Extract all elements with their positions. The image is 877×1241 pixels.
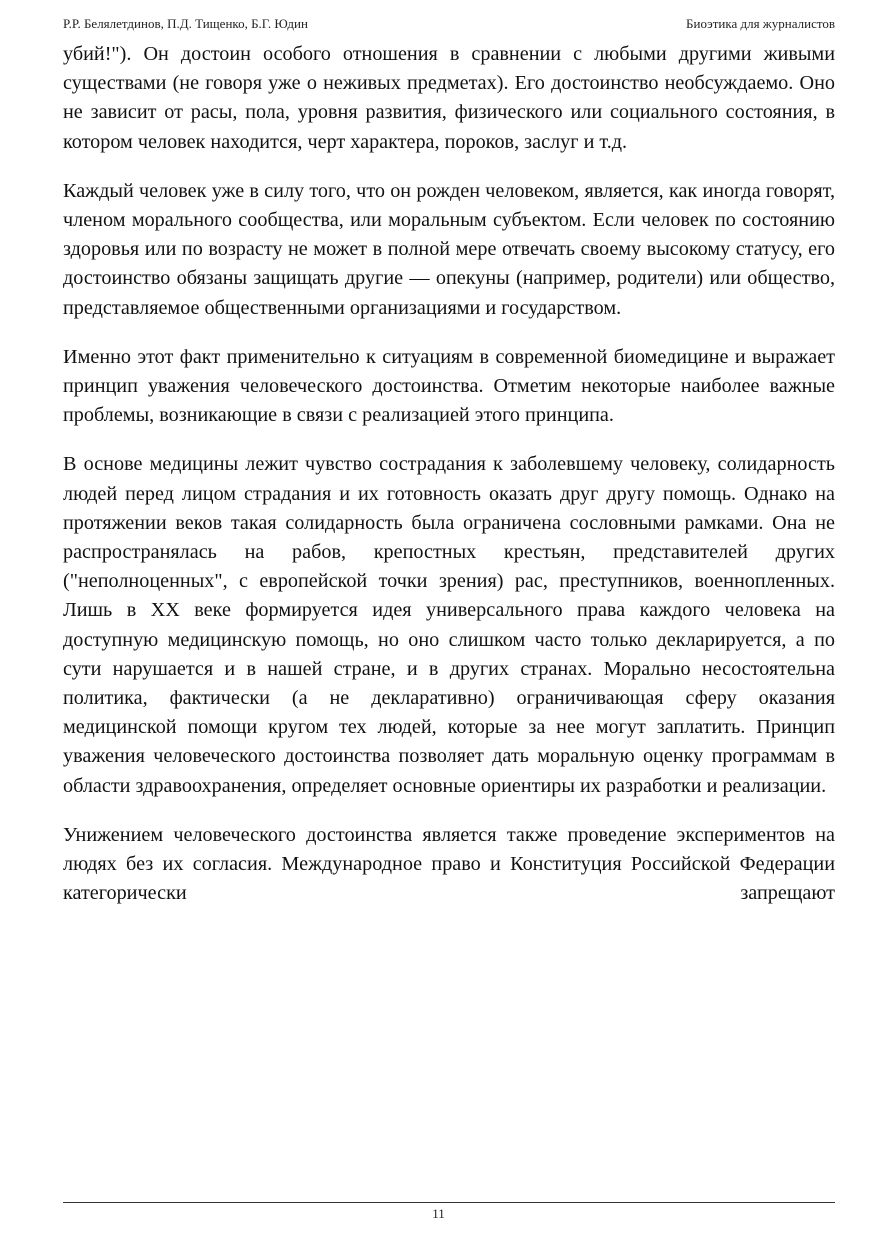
paragraph-1: убий!"). Он достоин особого отношения в сравнении с любыми другими живыми существами (не говоря уже о неживых предметах). Его достоинство необсуждаемо. Оно не зависит от расы, пола, уровня развития, физического или социального состояния, в котором человек находится, черт характера, пороков, заслуг и т.д. — [63, 43, 835, 153]
paragraph-4: В основе медицины лежит чувство сострадания к заболевшему человеку, солидарность людей перед лицом страдания и их готовность оказать друг другу помощь. Однако на протяжении веков такая солидарность была ограничена сословными рамками. Она не распространялась на рабов, крепостных крестьян, представителей других ("неполноценных", с европейской точки зрения) рас, преступников, военнопленных. Лишь в XX веке формируется идея универсального права каждого человека на доступную медицинскую помощь, но оно слишком часто только декларируется, а по сути нарушается и в нашей стране, и в других странах. Морально несостоятельна политика, фактически (а не декларативно) ограничивающая сферу оказания медицинской помощи кругом тех людей, которые за нее могут заплатить. Принцип уважения человеческого достоинства позволяет дать моральную оценку программам в области здравоохранения, определяет основные ориентиры их разработки и реализации. — [63, 453, 835, 797]
running-header — [63, 14, 835, 34]
header-authors: Р.Р. Белялетдинов, П.Д. Тищенко, Б.Г. Юдин — [63, 16, 308, 31]
paragraph-5: Унижением человеческого достоинства является также проведение экспериментов на людях без их согласия. Международное право и Конституция Российской Федерации категорически запрещают — [63, 823, 835, 905]
page-number: 11 — [432, 1206, 445, 1221]
paragraph-3: Именно этот факт применительно к ситуациям в современной биомедицине и выражает принцип уважения человеческого достоинства. Отметим некоторые наиболее важные проблемы, возникающие в связи с реализацией этого принципа. — [63, 345, 835, 427]
header-book-title: Биоэтика для журналистов — [686, 16, 835, 31]
footer-divider — [63, 1202, 835, 1203]
paragraph-2: Каждый человек уже в силу того, что он рожден человеком, является, как иногда говорят, членом морального сообщества, или моральным субъектом. Если человек по состоянию здоровья или по возрасту не может в полной мере отвечать своему высокому статусу, его достоинство обязаны защищать другие — опекуны (например, родители) или общество, представляемое общественными организациями и государством. — [63, 179, 835, 319]
body-text — [63, 40, 835, 928]
